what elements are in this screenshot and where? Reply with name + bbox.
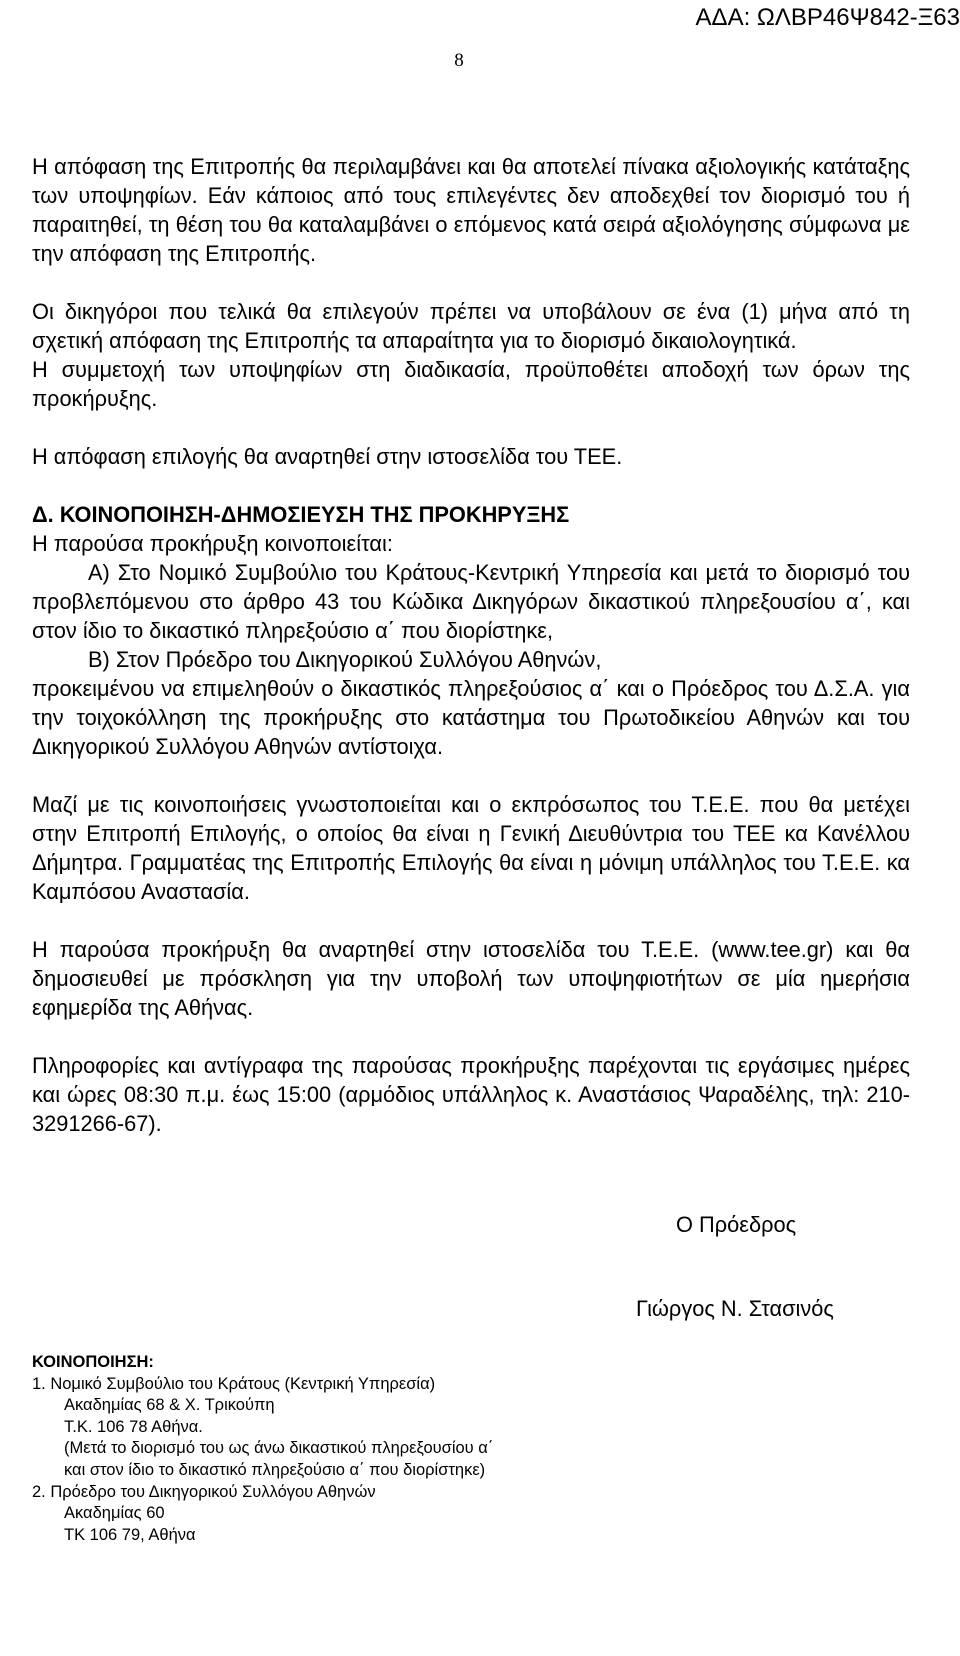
paragraph-information: Πληροφορίες και αντίγραφα της παρούσας προκήρυξης παρέχονται τις εργάσιμες ημέρες και ώρες 08:30 π.μ. έως 15:00 (αρμόδιος υπάλληλος κ. Αναστάσιος Ψαραδέλης, τηλ: 210-3291266-67).	[32, 1053, 910, 1136]
distribution-line: (Μετά το διορισμό του ως άνω δικαστικού πληρεξουσίου α΄	[64, 1439, 494, 1458]
document-body	[32, 152, 910, 1138]
paragraph-item-b-lead: Β) Στον Πρόεδρο του Δικηγορικού Συλλόγου Αθηνών,	[88, 647, 602, 672]
distribution-line: ΤΚ 106 79, Αθήνα	[64, 1525, 196, 1544]
paragraph-website: Η παρούσα προκήρυξη θα αναρτηθεί στην ιστοσελίδα του Τ.Ε.Ε. (www.tee.gr) και θα δημοσιευθεί με πρόσκληση για την υποβολή των υποψηφιοτήτων σε μία ημερήσια εφημερίδα της Αθήνας.	[32, 937, 910, 1020]
distribution-list	[32, 1352, 652, 1546]
page-number: 8	[454, 50, 464, 71]
distribution-line: Τ.Κ. 106 78 Αθήνα.	[64, 1417, 203, 1436]
paragraph-notification-intro: Η παρούσα προκήρυξη κοινοποιείται:	[32, 531, 393, 556]
section-heading: Δ. ΚΟΙΝΟΠΟΙΗΣΗ-ΔΗΜΟΣΙΕΥΣΗ ΤΗΣ ΠΡΟΚΗΡΥΞΗΣ	[32, 502, 570, 527]
ada-code: ΑΔΑ: ΩΛΒΡ46Ψ842-Ξ63	[695, 4, 960, 31]
paragraph-item-b-rest: προκειμένου να επιμεληθούν ο δικαστικός πληρεξούσιος α΄ και ο Πρόεδρος του Δ.Σ.Α. για την τοιχοκόλληση της προκήρυξης στο κατάστημα του Πρωτοδικείου Αθηνών και του Δικηγορικού Συλλόγου Αθηνών αντίστοιχα.	[32, 676, 910, 759]
distribution-line: Ακαδημίας 60	[64, 1504, 165, 1523]
paragraph-representative: Μαζί με τις κοινοποιήσεις γνωστοποιείται και ο εκπρόσωπος του Τ.Ε.Ε. που θα μετέχει στην Επιτροπή Επιλογής, ο οποίος θα είναι η Γενική Διευθύντρια του ΤΕΕ κα Κανέλλου Δήμητρα. Γραμματέας της Επιτροπής Επιλογής θα είναι η μόνιμη υπάλληλος του Τ.Ε.Ε. κα Καμπόσου Αναστασία.	[32, 792, 910, 904]
distribution-line: Ακαδημίας 68 & Χ. Τρικούπη	[64, 1396, 275, 1415]
paragraph-participation: Η συμμετοχή των υποψηφίων στη διαδικασία, προϋποθέτει αποδοχή των όρων της προκήρυξης.	[32, 357, 910, 411]
signature-title: Ο Πρόεδρος	[676, 1212, 797, 1237]
signature-name: Γιώργος Ν. Στασινός	[636, 1296, 834, 1321]
paragraph-documents: Οι δικηγόροι που τελικά θα επιλεγούν πρέπει να υποβάλουν σε ένα (1) μήνα από τη σχετική απόφαση της Επιτροπής τα απαραίτητα για το διορισμό δικαιολογητικά.	[32, 299, 910, 353]
paragraph-item-a: Α) Στο Νομικό Συμβούλιο του Κράτους-Κεντρική Υπηρεσία και μετά το διορισμό του προβλεπόμενου στο άρθρο 43 του Κώδικα Δικηγόρων δικαστικού πληρεξουσίου α΄, και στον ίδιο το δικαστικό πληρεξούσιο α΄ που διορίστηκε,	[32, 560, 910, 643]
distribution-title: ΚΟΙΝΟΠΟΙΗΣΗ:	[32, 1353, 154, 1371]
distribution-line: 2. Πρόεδρο του Δικηγορικού Συλλόγου Αθηνών	[32, 1482, 376, 1501]
distribution-line: και στον ίδιο το δικαστικό πληρεξούσιο α΄ που διορίστηκε)	[64, 1460, 486, 1479]
distribution-line: 1. Νομικό Συμβούλιο του Κράτους (Κεντρική Υπηρεσία)	[32, 1374, 436, 1393]
paragraph-publication: Η απόφαση επιλογής θα αναρτηθεί στην ιστοσελίδα του ΤΕΕ.	[32, 444, 623, 469]
paragraph-ranking: Η απόφαση της Επιτροπής θα περιλαμβάνει και θα αποτελεί πίνακα αξιολογικής κατάταξης των υποψηφίων. Εάν κάποιος από τους επιλεγέντες δεν αποδεχθεί τον διορισμό του ή παραιτηθεί, τη θέση του θα καταλαμβάνει ο επόμενος κατά σειρά αξιολόγησης σύμφωνα με την απόφαση της Επιτροπής.	[32, 154, 910, 266]
